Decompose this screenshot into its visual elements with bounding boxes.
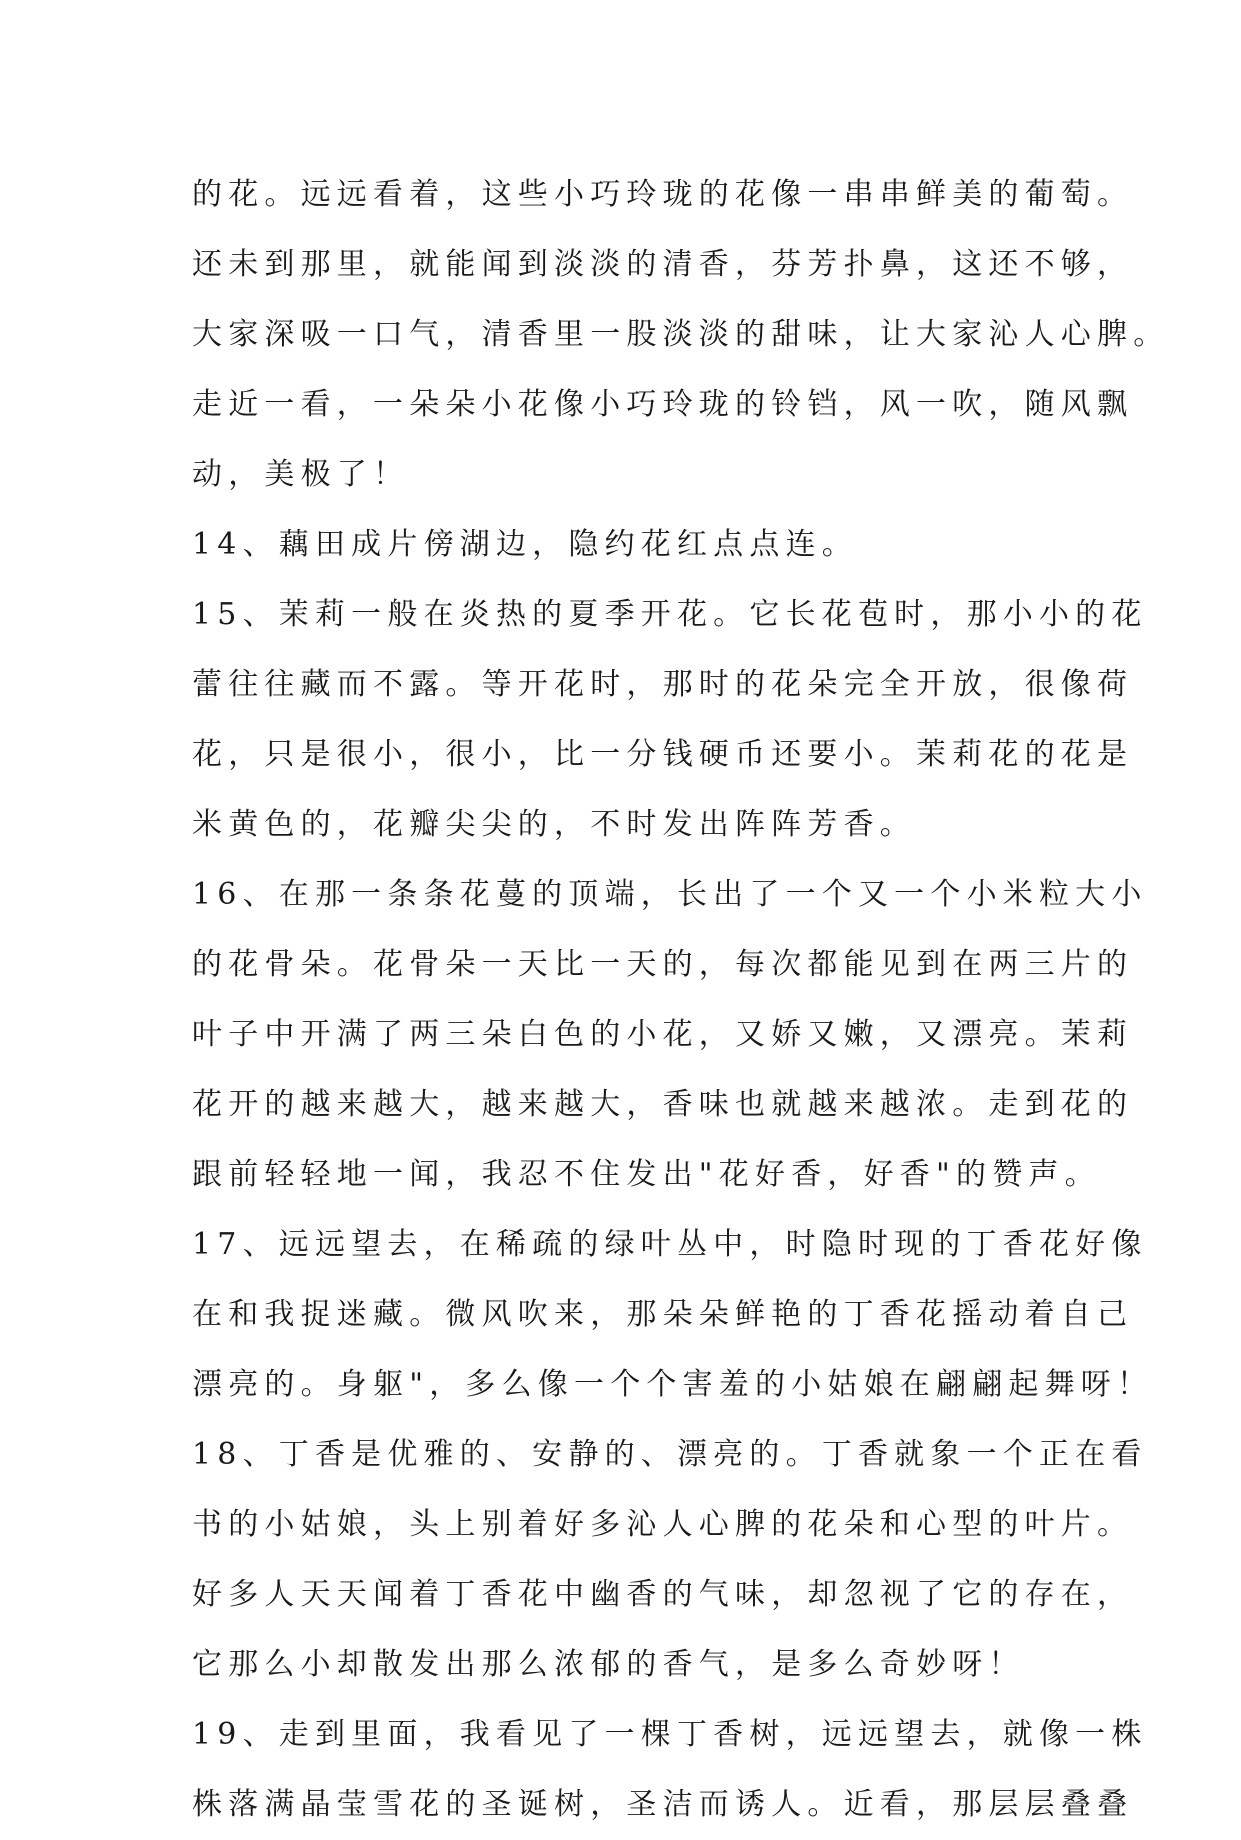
text-line: 花，只是很小，很小，比一分钱硬币还要小。茉莉花的花是: [192, 737, 1134, 772]
text-line: 好多人天天闻着丁香花中幽香的气味，却忽视了它的存在，: [192, 1577, 1134, 1612]
text-line: 它那么小却散发出那么浓郁的香气，是多么奇妙呀！: [192, 1647, 1025, 1682]
text-line: 米黄色的，花瓣尖尖的，不时发出阵阵芳香。: [192, 807, 916, 842]
text-line: 16、在那一条条花蔓的顶端，长出了一个又一个小米粒大小: [192, 877, 1148, 912]
text-line: 走近一看，一朵朵小花像小巧玲珑的铃铛，风一吹，随风飘: [192, 387, 1134, 422]
text-line: 动，美极了！: [192, 457, 410, 492]
text-line: 的花骨朵。花骨朵一天比一天的，每次都能见到在两三片的: [192, 947, 1134, 982]
text-line: 还未到那里，就能闻到淡淡的清香，芬芳扑鼻，这还不够，: [192, 247, 1134, 282]
text-line: 漂亮的。身躯"，多么像一个个害羞的小姑娘在翩翩起舞呀！: [192, 1367, 1154, 1402]
text-line: 跟前轻轻地一闻，我忍不住发出"花好香，好香"的赞声。: [192, 1157, 1101, 1192]
text-line: 大家深吸一口气，清香里一股淡淡的甜味，让大家沁人心脾。: [192, 317, 1170, 352]
document-body: [192, 160, 1170, 1840]
text-line: 19、走到里面，我看见了一棵丁香树，远远望去，就像一株: [192, 1717, 1148, 1752]
text-line: 的花。远远看着，这些小巧玲珑的花像一串串鲜美的葡萄。: [192, 177, 1134, 212]
text-line: 蕾往往藏而不露。等开花时，那时的花朵完全开放，很像荷: [192, 667, 1134, 702]
text-line: 株落满晶莹雪花的圣诞树，圣洁而诱人。近看，那层层叠叠: [192, 1787, 1134, 1822]
text-line: 18、丁香是优雅的、安静的、漂亮的。丁香就象一个正在看: [192, 1437, 1148, 1472]
text-line: 书的小姑娘，头上别着好多沁人心脾的花朵和心型的叶片。: [192, 1507, 1134, 1542]
text-line: 17、远远望去，在稀疏的绿叶丛中，时隐时现的丁香花好像: [192, 1227, 1148, 1262]
text-line: 花开的越来越大，越来越大，香味也就越来越浓。走到花的: [192, 1087, 1134, 1122]
text-line: 14、藕田成片傍湖边，隐约花红点点连。: [192, 527, 858, 562]
text-line: 在和我捉迷藏。微风吹来，那朵朵鲜艳的丁香花摇动着自己: [192, 1297, 1134, 1332]
text-line: 15、茉莉一般在炎热的夏季开花。它长花苞时，那小小的花: [192, 597, 1148, 632]
text-line: 叶子中开满了两三朵白色的小花，又娇又嫩，又漂亮。茉莉: [192, 1017, 1134, 1052]
